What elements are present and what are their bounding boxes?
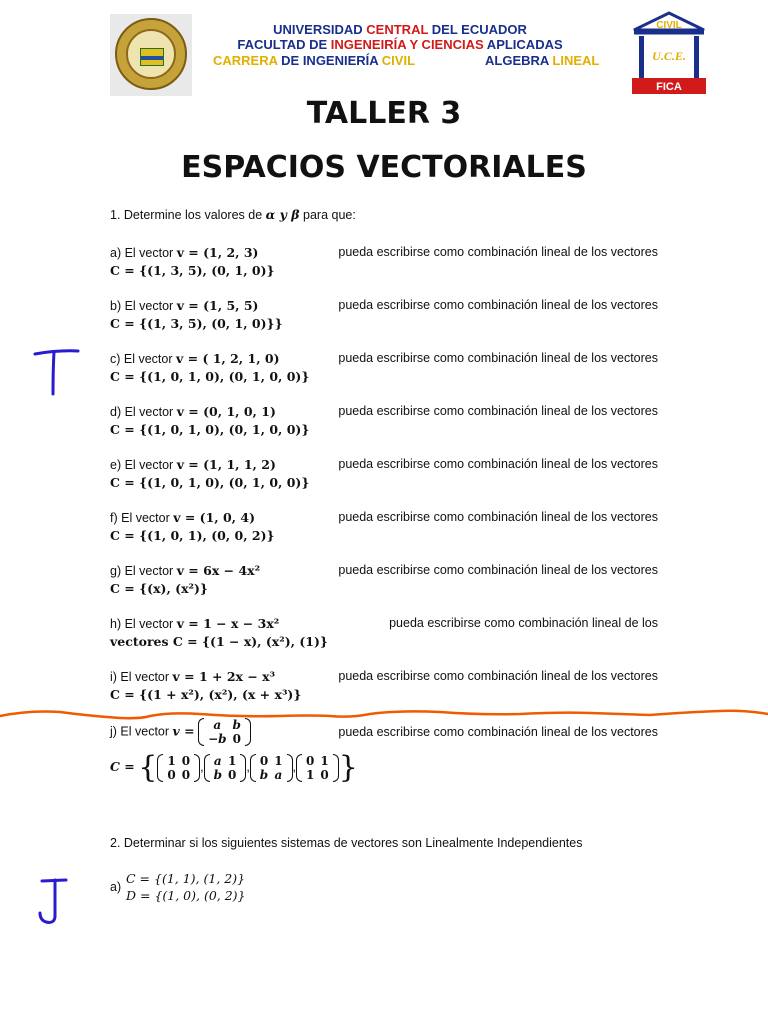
exercise-item-a: a) El vector v = (1, 2, 3) pueda escribirse como combinación lineal de los vectores C = {(1, 3, 5), (0, 1, 0)} [110,245,658,278]
page-subtitle: ESPACIOS VECTORIALES [181,150,587,185]
svg-text:T: T [30,340,31,341]
question-1-intro: 1. Determine los valores de α y β para que: [110,207,356,222]
exercise-item-f: f) El vector v = (1, 0, 4) pueda escribirse como combinación lineal de los vectores C = {(1, 0, 1), (0, 0, 2)} [110,510,658,543]
university-seal-logo [110,14,192,96]
exercise-item-e: e) El vector v = (1, 1, 1, 2) pueda escribirse como combinación lineal de los vectores C = {(1, 0, 1, 0), (0, 1, 0, 0)} [110,457,658,490]
matrix-1: 1 0 0 0 [157,754,200,782]
exercise-item-d: d) El vector v = (0, 1, 0, 1) pueda escribirse como combinación lineal de los vectores C = {(1, 0, 1, 0), (0, 1, 0, 0)} [110,404,658,437]
seal-flag-icon [140,48,164,66]
question-2-intro: 2. Determinar si los siguientes sistemas de vectores son Linealmente Independientes [110,836,583,850]
svg-text:J: J [30,872,31,873]
handwritten-t-mark [30,340,90,402]
matrix-3: 0 1 b a [250,754,293,782]
logo-civil-text: CIVIL [656,20,682,31]
vector-matrix: a b −b 0 [198,718,251,746]
course-name: ALGEBRA LINEAL [485,53,600,68]
page-title: TALLER 3 [306,96,462,131]
exercise-item-h: h) El vector v = 1 − x − 3x² pueda escribirse como combinación lineal de los vectores C = {(1 − x), (x²), (1)} [110,616,658,649]
exercise-item-c: c) El vector v = ( 1, 2, 1, 0) pueda escribirse como combinación lineal de los vectores C = {(1, 0, 1, 0), (0, 1, 0, 0)} [110,351,658,384]
question-2-item-a: a) C = {(1, 1), (1, 2)} D = {(1, 0), (0, 2)} [110,871,246,903]
exercise-item-j: j) El vector v = a b −b 0 pueda escribirse como combinación lineal de los vectores C = { 1 0 0 0 , a 1 b 0 , 0 1 b a , 0 1 1 0 } [110,718,658,785]
handwritten-j-mark [30,872,80,927]
seal-center [126,29,176,79]
fica-civil-logo [620,10,718,96]
seal-ring [115,18,187,90]
matrix-2: a 1 b 0 [204,754,247,782]
exercise-item-i: i) El vector v = 1 + 2x − x³ pueda escribirse como combinación lineal de los vectores C = {(1 + x²), (x²), (x + x³)} [110,669,658,702]
matrix-4: 0 1 1 0 [296,754,339,782]
logo-fica-text: FICA [656,81,682,93]
exercise-item-b: b) El vector v = (1, 5, 5) pueda escribirse como combinación lineal de los vectores C = {(1, 3, 5), (0, 1, 0)}} [110,298,658,331]
header-line-1: UNIVERSIDAD CENTRAL DEL ECUADOR [273,22,527,37]
institution-header [200,22,600,52]
logo-uce-text: U.C.E. [652,49,686,63]
exercise-item-g: g) El vector v = 6x − 4x² pueda escribirse como combinación lineal de los vectores C = {(x), (x²)} [110,563,658,596]
header-line-3: CARRERA DE INGENIERÍA CIVIL ALGEBRA LINEAL [213,53,600,68]
header-line-2: FACULTAD DE INGENEIRÍA Y CIENCIAS APLICADAS [237,37,563,52]
handwritten-divider-line [0,700,768,730]
matrix-set: C = { 1 0 0 0 , a 1 b 0 , 0 1 b a , 0 1 1 0 } [110,750,358,785]
